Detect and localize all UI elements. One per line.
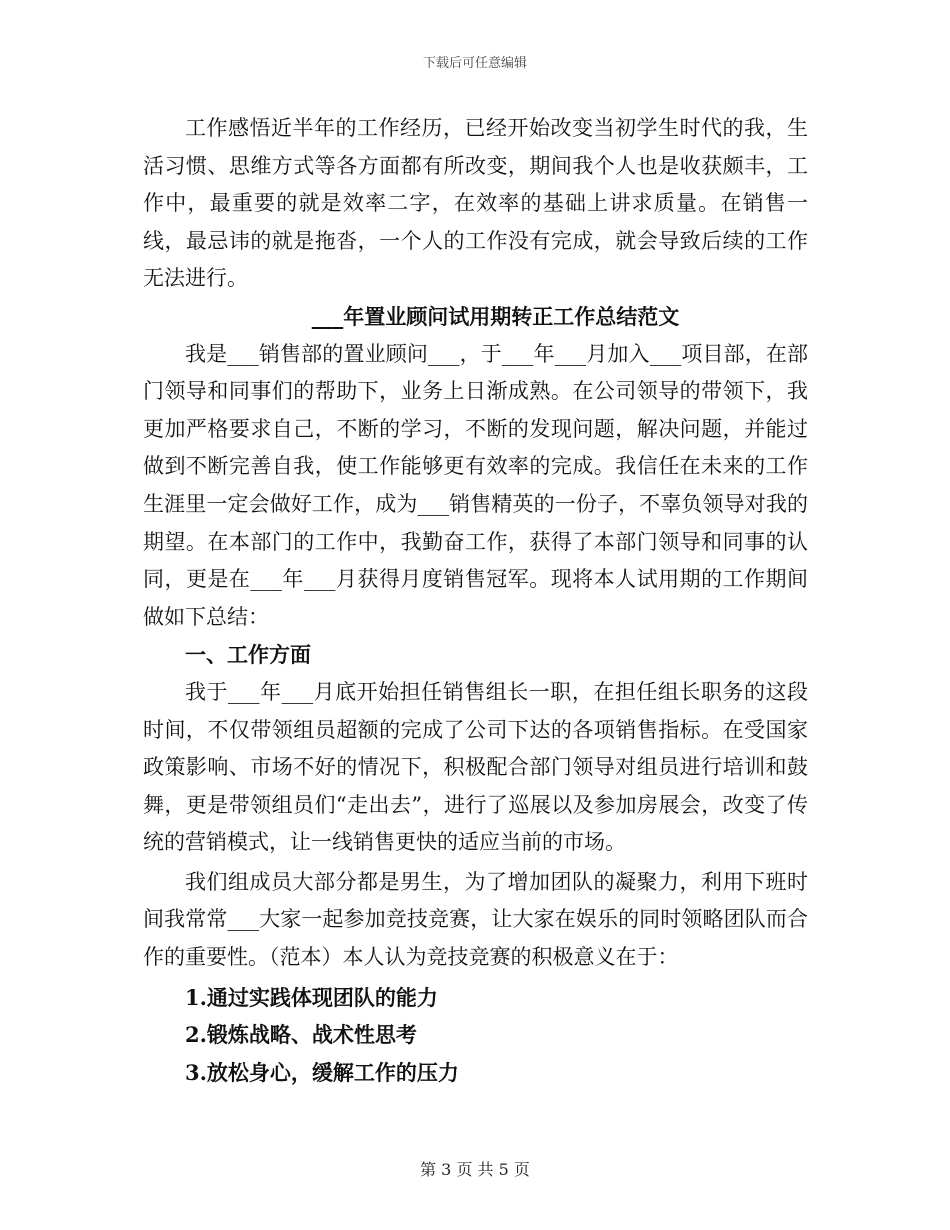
paragraph-team-activities: 我们组成员大部分都是男生，为了增加团队的凝聚力，利用下班时间我常常___大家一起参加竞技竞赛，让大家在娱乐的同时领略团队而合作的重要性。（范本）本人认为竞技竞赛的积极意义在于： bbox=[143, 869, 808, 970]
paragraph-intro: 工作感悟近半年的工作经历，已经开始改变当初学生时代的我，生活习惯、思维方式等各方面都有所改变，期间我个人也是收获颇丰，工作中，最重要的就是效率二字，在效率的基础上讲求质量。在销售一线，最忌讳的就是拖沓，一个人的工作没有完成，就会导致后续的工作无法进行。 bbox=[143, 116, 808, 291]
document-title: ___年置业顾问试用期转正工作总结范文 bbox=[311, 303, 680, 329]
list-item-2: 2.锻炼战略、战术性思考 bbox=[185, 1022, 417, 1048]
page-header: 下载后可任意编辑 bbox=[422, 56, 527, 71]
paragraph-team-leader: 我于___年___月底开始担任销售组长一职，在担任组长职务的这段时间，不仅带领组员超额的完成了公司下达的各项销售指标。在受国家政策影响、市场不好的情况下，积极配合部门领导对组员进行培训和鼓舞，更是带领组员们“走出去”，进行了巡展以及参加房展会，改变了传统的营销模式，让一线销售更快的适应当前的市场。 bbox=[143, 679, 808, 855]
paragraph-self-introduction: 我是___销售部的置业顾问___，于___年___月加入___项目部，在部门领导和同事们的帮助下，业务上日渐成熟。在公司领导的带领下，我更加严格要求自己，不断的学习，不断的发现问题，解决问题，并能过做到不断完善自我，使工作能够更有效率的完成。我信任在未来的工作生涯里一定会做好工作，成为___销售精英的一份子，不辜负领导对我的期望。在本部门的工作中，我勤奋工作，获得了本部门领导和同事的认同，更是在___年___月获得月度销售冠军。现将本人试用期的工作期间做如下总结： bbox=[143, 341, 808, 629]
list-item-3: 3.放松身心，缓解工作的压力 bbox=[185, 1059, 459, 1085]
list-item-1: 1.通过实践体现团队的能力 bbox=[185, 984, 438, 1010]
page-footer: 第 3 页 共 5 页 bbox=[420, 1160, 530, 1179]
document-body bbox=[143, 110, 808, 1091]
section-heading-work: 一、工作方面 bbox=[185, 642, 311, 668]
